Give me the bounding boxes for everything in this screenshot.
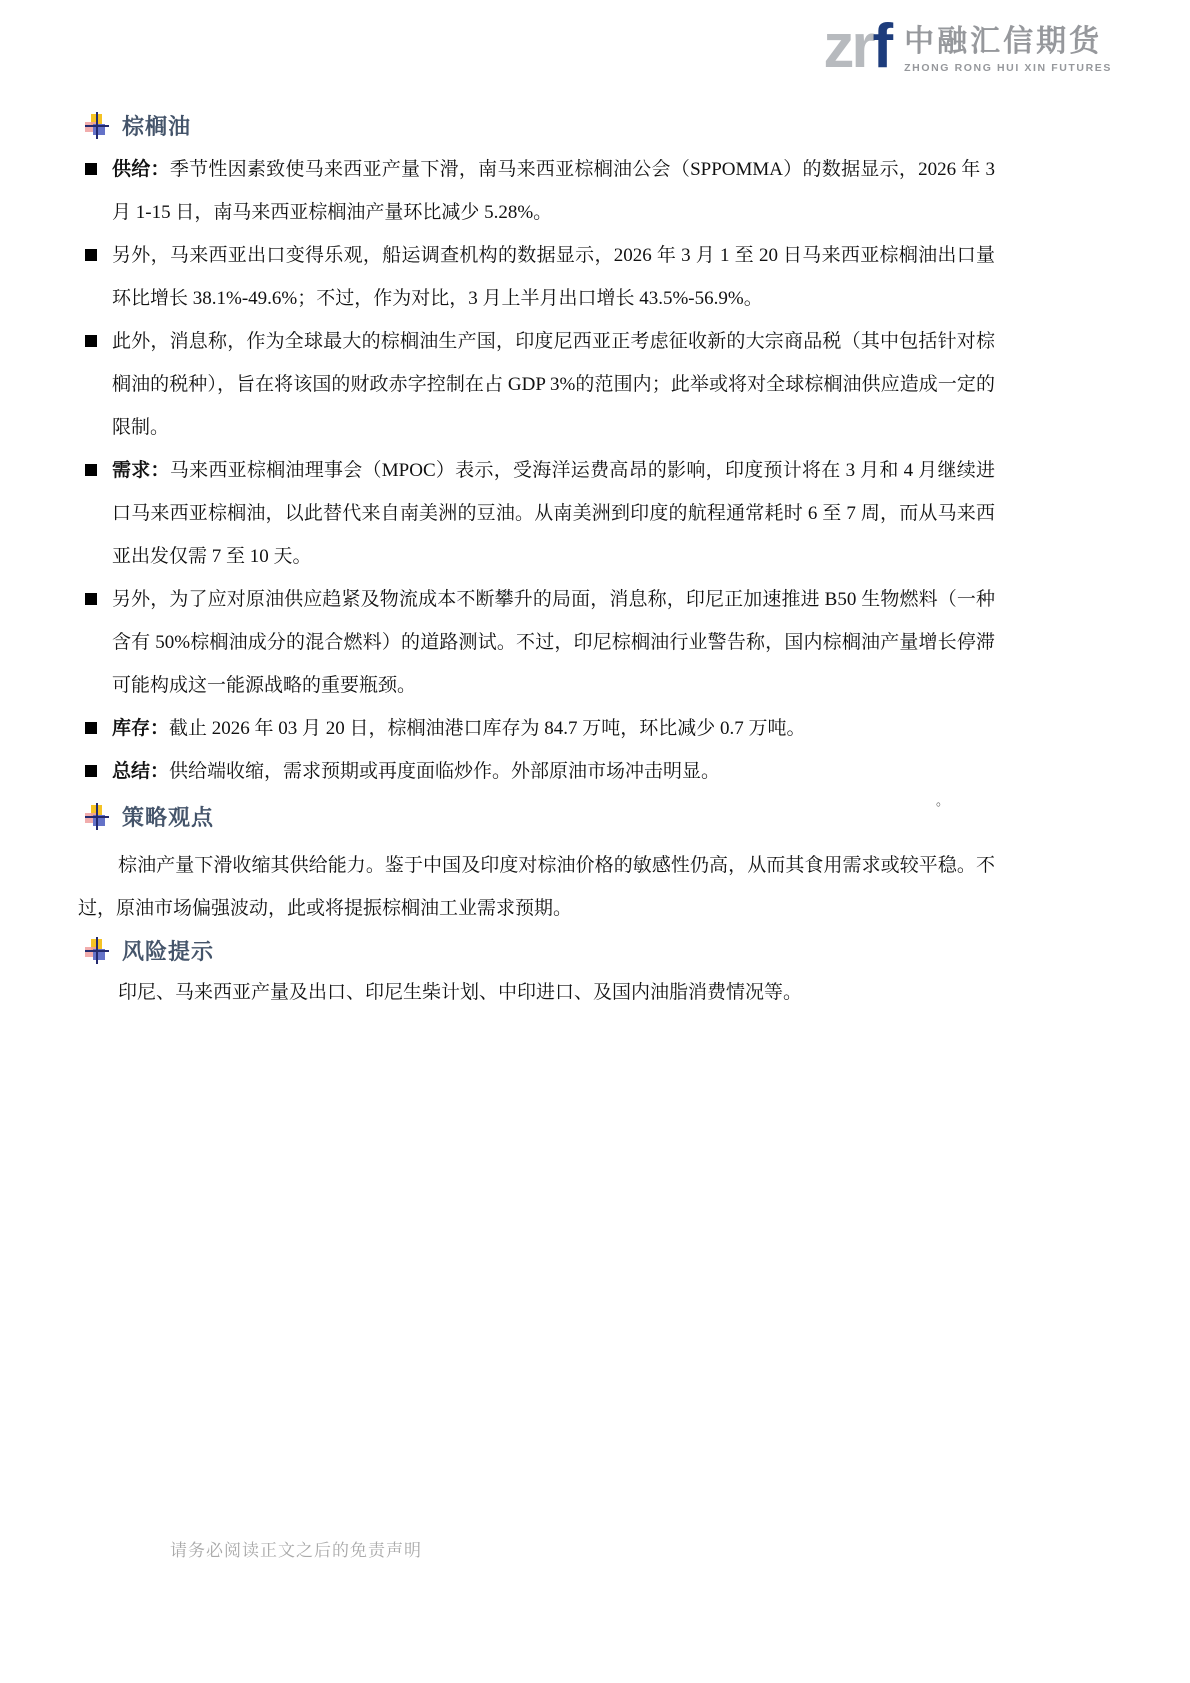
bullet-text: 供给端收缩，需求预期或再度面临炒作。外部原油市场冲击明显。 xyxy=(169,761,721,782)
bullet-inventory xyxy=(78,707,995,750)
risk-paragraph: 印尼、马来西亚产量及出口、印尼生柴计划、中印进口、及国内油脂消费情况等。 xyxy=(118,982,803,1003)
bullet-summary xyxy=(78,750,995,793)
logo-f-letter: f xyxy=(872,12,891,81)
bullet-b50-biofuel xyxy=(78,578,995,707)
footer-disclaimer: 请务必阅读正文之后的免责声明 xyxy=(170,1541,422,1560)
section-cross-bullet-icon xyxy=(85,112,109,139)
logo-company-name-en: ZHONG RONG HUI XIN FUTURES xyxy=(904,62,1112,74)
bullet-text: 马来西亚棕榈油理事会（MPOC）表示，受海洋运费高昂的影响，印度预计将在 3 月和 4 月继续进口马来西亚棕榈油，以此替代来自南美洲的豆油。从南美洲到印度的航程通常耗时 6 至 7 周，而从马来西亚出发仅需 7 至 10 天。 xyxy=(112,460,995,567)
company-logo xyxy=(823,12,1112,81)
section-title-strategy: 策略观点 xyxy=(122,804,215,830)
section-risk-header xyxy=(85,933,995,967)
logo-company-name-cn: 中融汇信期货 xyxy=(904,25,1103,58)
bullet-text: 此外，消息称，作为全球最大的棕榈油生产国，印度尼西亚正考虑征收新的大宗商品税（其中包括针对棕榈油的税种），旨在将该国的财政赤字控制在占 GDP 3%的范围内；此举或将对全球棕榈油供应造成一定的限制。 xyxy=(112,331,995,438)
section-strategy-header xyxy=(85,799,995,833)
bullet-demand xyxy=(78,449,995,578)
logo-text-block xyxy=(904,20,1112,74)
stray-period-mark: 。 xyxy=(936,793,950,808)
section-title-palm-oil: 棕榈油 xyxy=(122,113,192,139)
section-palm-oil-header xyxy=(85,108,995,142)
bullet-indonesia-tax xyxy=(78,320,995,449)
bullet-label: 库存： xyxy=(112,718,170,739)
bullet-text: 另外，马来西亚出口变得乐观，船运调查机构的数据显示，2026 年 3 月 1 至 20 日马来西亚棕榈油出口量环比增长 38.1%-49.6%；不过，作为对比，3 月上半月出口增长 43.5%-56.9%。 xyxy=(112,245,995,309)
bullet-text: 季节性因素致使马来西亚产量下滑，南马来西亚棕榈油公会（SPPOMMA）的数据显示，2026 年 3 月 1-15 日，南马来西亚棕榈油产量环比减少 5.28%。 xyxy=(112,159,995,223)
bullet-label: 需求： xyxy=(112,460,170,481)
bullet-label: 总结： xyxy=(112,761,170,782)
bullet-label: 供给： xyxy=(112,159,170,180)
bullet-text: 另外，为了应对原油供应趋紧及物流成本不断攀升的局面，消息称，印尼正加速推进 B50 生物燃料（一种含有 50%棕榈油成分的混合燃料）的道路测试。不过，印尼棕榈油行业警告称，国内棕榈油产量增长停滞可能构成这一能源战略的重要瓶颈。 xyxy=(112,589,995,696)
logo-zr-letters: zr xyxy=(823,12,873,81)
section-title-risk: 风险提示 xyxy=(122,938,215,964)
bullet-exports xyxy=(78,234,995,320)
bullet-text: 截止 2026 年 03 月 20 日，棕榈油港口库存为 84.7 万吨，环比减少 0.7 万吨。 xyxy=(169,718,806,739)
section-cross-bullet-icon xyxy=(85,937,109,964)
strategy-paragraph: 棕油产量下滑收缩其供给能力。鉴于中国及印度对棕油价格的敏感性仍高，从而其食用需求或较平稳。不过，原油市场偏强波动，此或将提振棕榈油工业需求预期。 xyxy=(78,855,995,919)
section-cross-bullet-icon xyxy=(85,803,109,830)
logo-zrf-mark xyxy=(823,12,891,81)
report-body xyxy=(78,102,995,1014)
palm-oil-bullet-list xyxy=(78,148,995,793)
bullet-supply xyxy=(78,148,995,234)
